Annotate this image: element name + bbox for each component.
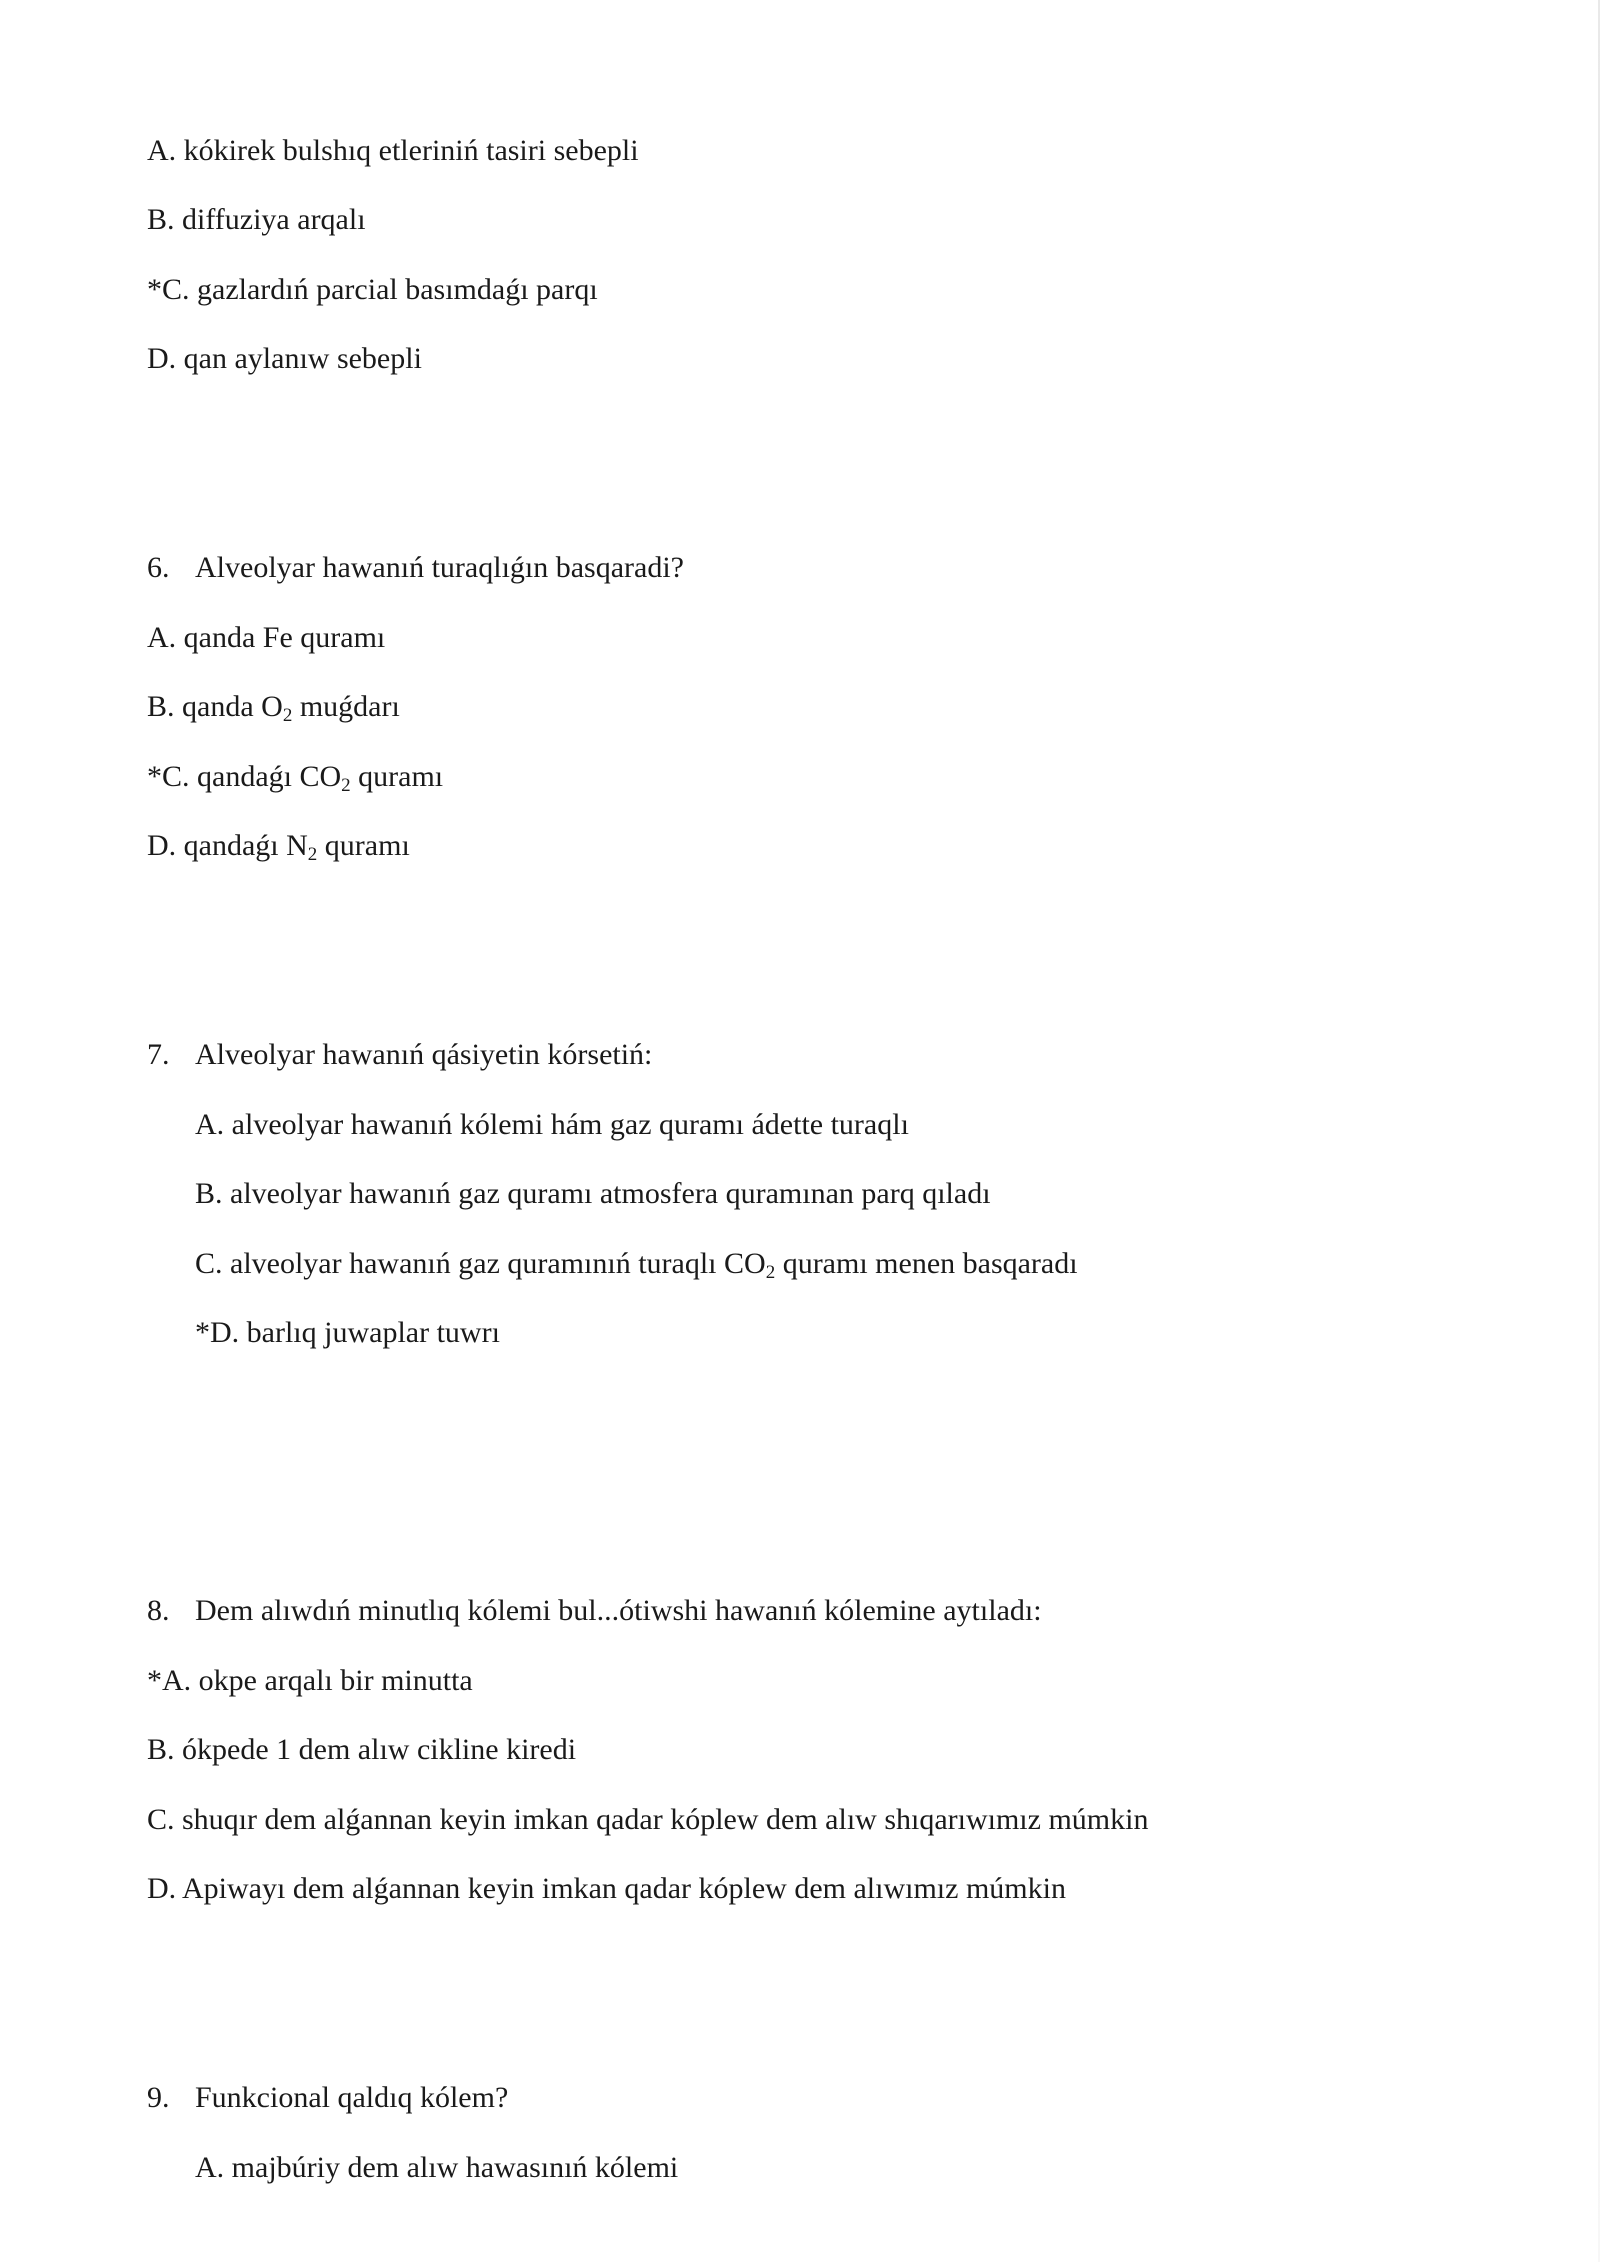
- q5-option-d: D. qan aylanıw sebepli: [147, 342, 422, 375]
- q6-option-b: B. qanda $O_2$ muǵdarı: [147, 690, 400, 726]
- q9-question: [147, 2080, 508, 2116]
- q8-number: 8.: [147, 1594, 170, 1627]
- q6-option-a: A. qanda Fe quramı: [147, 621, 386, 654]
- q6-option-d: D. qandaǵı $N_2$ quramı: [147, 829, 410, 865]
- q6-number: 6.: [147, 551, 170, 584]
- q6-option-c-correct: *C. qandaǵı $CO_2$ quramı: [147, 760, 444, 796]
- q7-question: [147, 1037, 652, 1073]
- q5-option-a: A. kókirek bulshıq etleriniń tasiri sebepli: [147, 134, 639, 167]
- q9-text: Funkcional qaldıq kólem?: [195, 2081, 509, 2114]
- q5-option-c-correct: *C. gazlardıń parcial basımdaǵı parqı: [147, 273, 598, 306]
- q6-text: Alveolyar hawanıń turaqlıǵın basqaradi?: [195, 551, 684, 584]
- q7-option-c: C. alveolyar hawanıń gaz quramınıń turaqlı $CO_2$ quramı menen basqaradı: [195, 1247, 1078, 1283]
- q7-option-d-correct: *D. barlıq juwaplar tuwrı: [195, 1316, 500, 1349]
- q7-text: Alveolyar hawanıń qásiyetin kórsetiń:: [195, 1038, 653, 1071]
- q8-option-c: C. shuqır dem alǵannan keyin imkan qadar kóplew dem alıw shıqarıwımız múmkin: [147, 1803, 1149, 1836]
- q5-option-b: B. diffuziya arqalı: [147, 203, 366, 236]
- q8-text: Dem alıwdıń minutlıq kólemi bul...ótiwshi hawanıń kólemine aytıladı:: [195, 1594, 1042, 1627]
- q6-question: [147, 550, 684, 586]
- q8-option-b: B. ókpede 1 dem alıw cikline kiredi: [147, 1733, 577, 1766]
- q9-number: 9.: [147, 2081, 170, 2114]
- q8-option-a-correct: *A. okpe arqalı bir minutta: [147, 1664, 473, 1697]
- q8-option-d: D. Apiwayı dem alǵannan keyin imkan qadar kóplew dem alıwımız múmkin: [147, 1872, 1066, 1905]
- q7-option-b: B. alveolyar hawanıń gaz quramı atmosfera quramınan parq qıladı: [195, 1177, 991, 1210]
- q7-option-a: A. alveolyar hawanıń kólemi hám gaz quramı ádette turaqlı: [195, 1108, 909, 1141]
- q7-number: 7.: [147, 1038, 170, 1071]
- q9-option-a: A. majbúriy dem alıw hawasınıń kólemi: [195, 2151, 679, 2184]
- q8-question: [147, 1593, 1042, 1629]
